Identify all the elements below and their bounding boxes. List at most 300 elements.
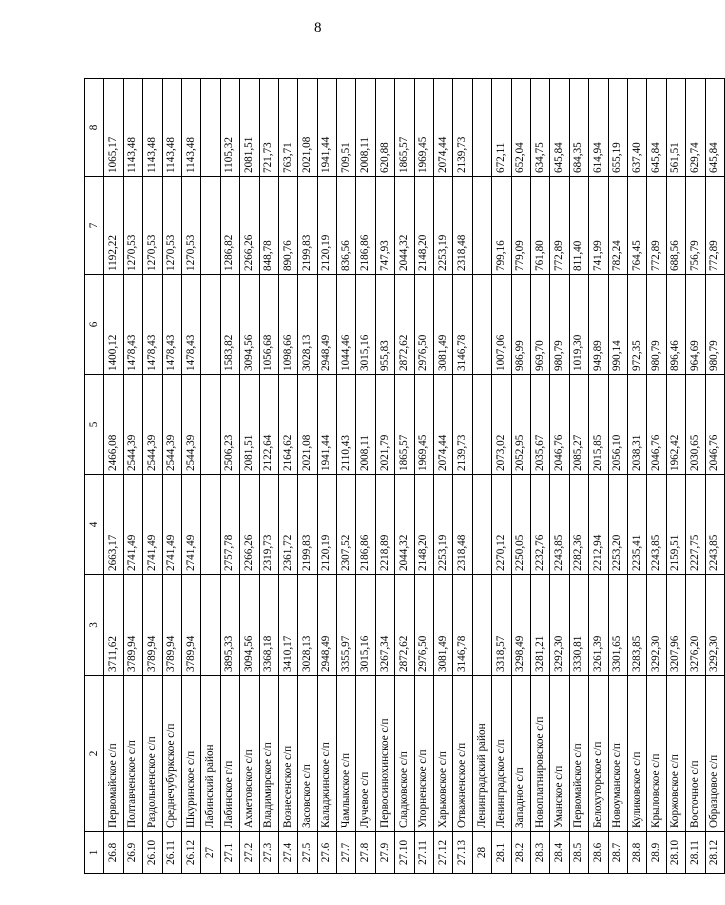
table-row [414,79,433,874]
value-col6-cell: 3146,78 [453,275,472,375]
value-col8-cell: 629,74 [686,79,705,177]
row-number-cell: 27.4 [278,832,297,874]
value-col3-cell [472,575,491,676]
table-row [511,79,530,874]
value-col6-cell [201,275,220,375]
value-col4-cell: 2253,19 [434,475,453,575]
row-number-cell: 27.9 [375,832,394,874]
value-col5-cell: 2073,02 [492,375,511,475]
value-col3-cell: 3292,30 [705,575,724,676]
value-col7-cell: 2120,19 [317,177,336,275]
row-number-cell: 28 [472,832,491,874]
row-number-cell: 27.5 [298,832,317,874]
settlement-name-cell: Первосинюхинское с/п [375,676,394,832]
table-row [162,79,181,874]
value-col6-cell: 990,14 [608,275,627,375]
value-col7-cell: 747,93 [375,177,394,275]
value-col6-cell: 980,79 [647,275,666,375]
value-col7-cell: 761,80 [530,177,549,275]
table-row [317,79,336,874]
value-col4-cell: 2120,19 [317,475,336,575]
value-col7-cell: 772,89 [705,177,724,275]
value-col4-cell: 2159,51 [666,475,685,575]
value-col8-cell: 652,04 [511,79,530,177]
value-col7-cell: 764,45 [627,177,646,275]
settlement-name-cell: Белохуторское с/п [589,676,608,832]
row-number-cell: 27 [201,832,220,874]
value-col8-cell [201,79,220,177]
row-number-cell: 27.10 [395,832,414,874]
value-col6-cell: 1583,82 [220,275,239,375]
value-col7-cell: 836,56 [337,177,356,275]
value-col6-cell: 1478,43 [143,275,162,375]
settlement-name-cell: Шкуринское с/п [181,676,200,832]
table-row [647,79,666,874]
table-row [298,79,317,874]
table-row [589,79,608,874]
settlement-name-cell: Засовское с/п [298,676,317,832]
value-col5-cell: 2015,85 [589,375,608,475]
header-cell: 1 [85,832,104,874]
value-col4-cell: 2270,12 [492,475,511,575]
row-number-cell: 28.8 [627,832,646,874]
value-col6-cell: 3094,56 [240,275,259,375]
value-col8-cell: 637,40 [627,79,646,177]
table-row [181,79,200,874]
value-col8-cell: 1143,48 [143,79,162,177]
value-col3-cell: 3146,78 [453,575,472,676]
value-col7-cell: 1270,53 [181,177,200,275]
value-col5-cell: 2030,65 [686,375,705,475]
value-col8-cell: 2021,08 [298,79,317,177]
value-col6-cell: 972,35 [627,275,646,375]
value-col7-cell: 1286,82 [220,177,239,275]
table-row [259,79,278,874]
row-number-cell: 27.11 [414,832,433,874]
table-landscape [84,79,721,874]
value-col7-cell: 1192,22 [104,177,123,275]
value-col6-cell: 1400,12 [104,275,123,375]
table-row [492,79,511,874]
value-col6-cell: 1478,43 [181,275,200,375]
table-row [569,79,588,874]
rotated-table-wrapper [84,79,721,874]
value-col5-cell: 2466,08 [104,375,123,475]
table-row [104,79,123,874]
value-col6-cell: 3015,16 [356,275,375,375]
value-col3-cell: 3261,39 [589,575,608,676]
settlement-name-cell: Образцовое с/п [705,676,724,832]
table-row [666,79,685,874]
value-col3-cell: 3789,94 [162,575,181,676]
row-number-cell: 26.10 [143,832,162,874]
value-col5-cell [472,375,491,475]
value-col6-cell: 1019,30 [569,275,588,375]
value-col5-cell: 2008,11 [356,375,375,475]
value-col5-cell: 2081,51 [240,375,259,475]
value-col4-cell [201,475,220,575]
value-col4-cell: 2253,20 [608,475,627,575]
value-col7-cell: 890,76 [278,177,297,275]
settlement-name-cell: Сладковское с/п [395,676,414,832]
value-col6-cell: 980,79 [550,275,569,375]
value-col8-cell: 2074,44 [434,79,453,177]
value-col4-cell: 2361,72 [278,475,297,575]
row-number-cell: 27.3 [259,832,278,874]
value-col3-cell: 3711,62 [104,575,123,676]
table-row [337,79,356,874]
value-col6-cell: 1098,66 [278,275,297,375]
settlement-name-cell: Полтавченское с/п [123,676,142,832]
value-col5-cell: 2021,79 [375,375,394,475]
row-number-cell: 28.2 [511,832,530,874]
value-col3-cell: 3207,96 [666,575,685,676]
value-col5-cell: 2056,10 [608,375,627,475]
row-number-cell: 27.2 [240,832,259,874]
value-col7-cell: 1270,53 [123,177,142,275]
value-col6-cell [472,275,491,375]
header-cell: 5 [85,375,104,475]
value-col5-cell: 2122,64 [259,375,278,475]
value-col7-cell: 848,78 [259,177,278,275]
row-number-cell: 26.8 [104,832,123,874]
row-number-cell: 28.1 [492,832,511,874]
value-col3-cell: 3789,94 [123,575,142,676]
value-col3-cell: 2976,50 [414,575,433,676]
value-col8-cell: 684,35 [569,79,588,177]
value-col7-cell: 756,79 [686,177,705,275]
settlement-name-cell: Первомайское с/п [104,676,123,832]
value-col5-cell: 2052,95 [511,375,530,475]
row-number-cell: 28.3 [530,832,549,874]
value-col3-cell: 3789,94 [143,575,162,676]
settlement-name-cell: Среднечубуркское с/п [162,676,181,832]
table-row [530,79,549,874]
settlement-name-cell: Чамлыкское с/п [337,676,356,832]
value-col3-cell: 3330,81 [569,575,588,676]
table-row [434,79,453,874]
value-col4-cell: 2741,49 [123,475,142,575]
value-col6-cell: 2872,62 [395,275,414,375]
settlement-name-cell: Отважненское с/п [453,676,472,832]
value-col5-cell: 1865,57 [395,375,414,475]
value-col4-cell: 2199,83 [298,475,317,575]
row-number-cell: 26.9 [123,832,142,874]
value-col4-cell: 2227,75 [686,475,705,575]
value-col7-cell: 688,56 [666,177,685,275]
table-row [550,79,569,874]
settlement-name-cell: Владимирское с/п [259,676,278,832]
value-col4-cell: 2741,49 [181,475,200,575]
value-col3-cell: 2948,49 [317,575,336,676]
value-col6-cell: 3081,49 [434,275,453,375]
value-col8-cell: 655,19 [608,79,627,177]
row-number-cell: 27.6 [317,832,336,874]
value-col3-cell: 3267,34 [375,575,394,676]
settlement-name-cell: Крыловское с/п [647,676,666,832]
value-col5-cell: 2139,73 [453,375,472,475]
section-row [472,79,491,874]
value-col8-cell: 1941,44 [317,79,336,177]
value-col6-cell: 1056,68 [259,275,278,375]
row-number-cell: 28.11 [686,832,705,874]
value-col5-cell: 2021,08 [298,375,317,475]
table-row [240,79,259,874]
value-col6-cell: 2976,50 [414,275,433,375]
value-col4-cell: 2319,73 [259,475,278,575]
value-col8-cell: 2139,73 [453,79,472,177]
settlement-name-cell: Первомайское с/п [569,676,588,832]
value-col8-cell: 2081,51 [240,79,259,177]
value-col4-cell: 2741,49 [143,475,162,575]
value-col3-cell: 3094,56 [240,575,259,676]
value-col5-cell: 2046,76 [647,375,666,475]
value-col3-cell: 3301,65 [608,575,627,676]
value-col8-cell: 645,84 [550,79,569,177]
row-number-cell: 28.7 [608,832,627,874]
settlement-name-cell: Лабинский район [201,676,220,832]
value-col7-cell: 779,09 [511,177,530,275]
value-col8-cell: 645,84 [705,79,724,177]
value-col6-cell: 986,99 [511,275,530,375]
table-row [220,79,239,874]
value-col7-cell: 1270,53 [143,177,162,275]
value-col5-cell: 2046,76 [705,375,724,475]
settlement-name-cell: Упорненское с/п [414,676,433,832]
value-col6-cell: 955,83 [375,275,394,375]
tariff-table [84,78,725,874]
value-col7-cell: 2148,20 [414,177,433,275]
value-col7-cell: 2253,19 [434,177,453,275]
value-col8-cell: 1143,48 [162,79,181,177]
value-col6-cell: 964,69 [686,275,705,375]
table-row [278,79,297,874]
value-col3-cell: 3355,97 [337,575,356,676]
value-col6-cell: 969,70 [530,275,549,375]
value-col7-cell: 772,89 [647,177,666,275]
settlement-name-cell: Ленинградский район [472,676,491,832]
value-col5-cell: 2544,39 [123,375,142,475]
value-col7-cell: 811,40 [569,177,588,275]
value-col8-cell: 672,11 [492,79,511,177]
settlement-name-cell: Ахметовское с/п [240,676,259,832]
value-col4-cell: 2663,17 [104,475,123,575]
value-col8-cell: 561,51 [666,79,685,177]
value-col3-cell: 3298,49 [511,575,530,676]
value-col8-cell: 1969,45 [414,79,433,177]
row-number-cell: 27.13 [453,832,472,874]
value-col8-cell: 1143,48 [181,79,200,177]
value-col4-cell: 2186,86 [356,475,375,575]
value-col3-cell: 3276,20 [686,575,705,676]
value-col8-cell: 1865,57 [395,79,414,177]
settlement-name-cell: Лабинское г/п [220,676,239,832]
value-col5-cell: 2544,39 [143,375,162,475]
settlement-name-cell: Раздольненское с/п [143,676,162,832]
value-col8-cell [472,79,491,177]
value-col3-cell: 3368,18 [259,575,278,676]
value-col6-cell: 1007,06 [492,275,511,375]
table-header-row [85,79,104,874]
settlement-name-cell: Коржовское с/п [666,676,685,832]
table-row [395,79,414,874]
value-col4-cell: 2243,85 [705,475,724,575]
value-col6-cell: 3028,13 [298,275,317,375]
value-col3-cell: 3081,49 [434,575,453,676]
value-col7-cell: 1270,53 [162,177,181,275]
value-col3-cell: 3292,30 [647,575,666,676]
value-col4-cell: 2307,52 [337,475,356,575]
value-col5-cell: 2074,44 [434,375,453,475]
value-col5-cell: 2544,39 [181,375,200,475]
value-col4-cell: 2243,85 [550,475,569,575]
value-col3-cell: 3028,13 [298,575,317,676]
settlement-name-cell: Харьковское с/п [434,676,453,832]
value-col6-cell: 949,89 [589,275,608,375]
value-col3-cell: 3318,57 [492,575,511,676]
value-col7-cell: 2044,32 [395,177,414,275]
value-col7-cell: 799,16 [492,177,511,275]
value-col4-cell: 2044,32 [395,475,414,575]
settlement-name-cell: Уманское с/п [550,676,569,832]
settlement-name-cell: Вознесенское с/п [278,676,297,832]
settlement-name-cell: Восточное с/п [686,676,705,832]
settlement-name-cell: Куликовское с/п [627,676,646,832]
value-col7-cell: 741,99 [589,177,608,275]
value-col4-cell: 2232,76 [530,475,549,575]
section-row [201,79,220,874]
header-cell: 2 [85,676,104,832]
value-col8-cell: 709,51 [337,79,356,177]
row-number-cell: 27.1 [220,832,239,874]
value-col7-cell: 2199,83 [298,177,317,275]
row-number-cell: 26.12 [181,832,200,874]
value-col5-cell: 1962,42 [666,375,685,475]
value-col5-cell: 1941,44 [317,375,336,475]
value-col4-cell: 2318,48 [453,475,472,575]
value-col8-cell: 2008,11 [356,79,375,177]
settlement-name-cell: Новоуманское с/п [608,676,627,832]
value-col5-cell: 2035,67 [530,375,549,475]
value-col6-cell: 896,46 [666,275,685,375]
settlement-name-cell: Лучевое с/п [356,676,375,832]
row-number-cell: 28.12 [705,832,724,874]
value-col4-cell: 2243,85 [647,475,666,575]
row-number-cell: 28.4 [550,832,569,874]
value-col3-cell: 3895,33 [220,575,239,676]
row-number-cell: 27.7 [337,832,356,874]
table-row [686,79,705,874]
value-col3-cell: 3283,85 [627,575,646,676]
value-col6-cell: 980,79 [705,275,724,375]
value-col4-cell: 2266,26 [240,475,259,575]
value-col6-cell: 1478,43 [162,275,181,375]
value-col8-cell: 1143,48 [123,79,142,177]
table-row [608,79,627,874]
value-col7-cell [201,177,220,275]
value-col4-cell: 2741,49 [162,475,181,575]
value-col6-cell: 1478,43 [123,275,142,375]
table-row [375,79,394,874]
value-col5-cell: 2085,27 [569,375,588,475]
value-col8-cell: 634,75 [530,79,549,177]
header-cell: 7 [85,177,104,275]
value-col5-cell [201,375,220,475]
header-cell: 4 [85,475,104,575]
value-col7-cell: 782,24 [608,177,627,275]
value-col4-cell: 2282,36 [569,475,588,575]
value-col4-cell: 2757,78 [220,475,239,575]
header-cell: 3 [85,575,104,676]
value-col8-cell: 1105,32 [220,79,239,177]
table-row [453,79,472,874]
row-number-cell: 26.11 [162,832,181,874]
table-row [705,79,724,874]
value-col5-cell: 2544,39 [162,375,181,475]
value-col7-cell: 2266,26 [240,177,259,275]
value-col6-cell: 1044,46 [337,275,356,375]
table-row [356,79,375,874]
value-col3-cell: 3410,17 [278,575,297,676]
value-col8-cell: 1065,17 [104,79,123,177]
value-col3-cell: 3015,16 [356,575,375,676]
value-col3-cell: 3281,21 [530,575,549,676]
value-col5-cell: 2038,31 [627,375,646,475]
value-col4-cell: 2218,89 [375,475,394,575]
value-col5-cell: 1969,45 [414,375,433,475]
value-col8-cell: 763,71 [278,79,297,177]
value-col3-cell: 3292,30 [550,575,569,676]
table-row [627,79,646,874]
row-number-cell: 27.12 [434,832,453,874]
value-col3-cell: 3789,94 [181,575,200,676]
header-cell: 6 [85,275,104,375]
value-col4-cell [472,475,491,575]
value-col8-cell: 620,88 [375,79,394,177]
row-number-cell: 27.8 [356,832,375,874]
value-col5-cell: 2506,23 [220,375,239,475]
value-col7-cell: 2186,86 [356,177,375,275]
value-col4-cell: 2148,20 [414,475,433,575]
value-col7-cell: 2318,48 [453,177,472,275]
settlement-name-cell: Ленинградское с/п [492,676,511,832]
value-col8-cell: 614,94 [589,79,608,177]
value-col8-cell: 721,73 [259,79,278,177]
row-number-cell: 28.10 [666,832,685,874]
table-body [85,79,725,874]
value-col4-cell: 2235,41 [627,475,646,575]
page-number: 8 [314,20,322,36]
value-col4-cell: 2250,05 [511,475,530,575]
row-number-cell: 28.6 [589,832,608,874]
value-col3-cell [201,575,220,676]
value-col8-cell: 645,84 [647,79,666,177]
row-number-cell: 28.9 [647,832,666,874]
settlement-name-cell: Новоплатнировское с/п [530,676,549,832]
value-col5-cell: 2164,62 [278,375,297,475]
value-col6-cell: 2948,49 [317,275,336,375]
table-row [143,79,162,874]
value-col5-cell: 2046,76 [550,375,569,475]
settlement-name-cell: Западное с/п [511,676,530,832]
settlement-name-cell: Каладжинское с/п [317,676,336,832]
row-number-cell: 28.5 [569,832,588,874]
value-col4-cell: 2212,94 [589,475,608,575]
value-col7-cell [472,177,491,275]
header-cell: 8 [85,79,104,177]
table-row [123,79,142,874]
value-col3-cell: 2872,62 [395,575,414,676]
